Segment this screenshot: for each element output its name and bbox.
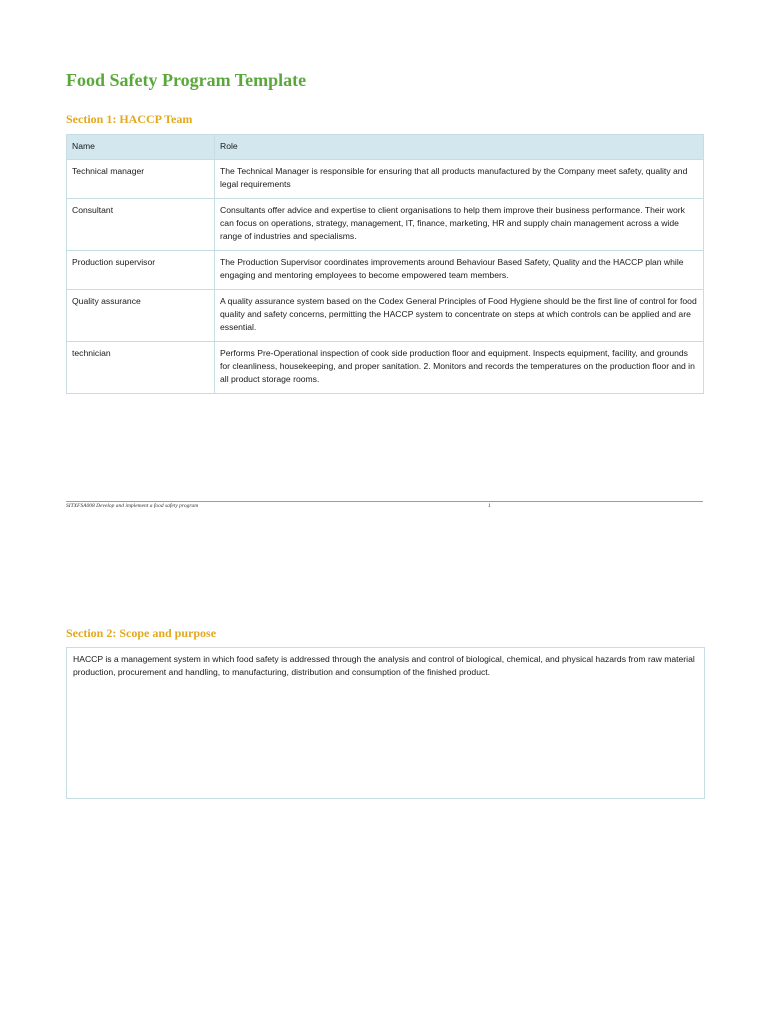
table-row: [67, 160, 704, 199]
table-row: [67, 290, 704, 342]
cell-name: Consultant: [67, 199, 215, 251]
section-2-heading: Section 2: Scope and purpose: [66, 626, 217, 640]
table-row: [67, 342, 704, 394]
scope-purpose-box: [66, 647, 705, 799]
footer-divider: [66, 501, 703, 502]
haccp-team-table: [66, 134, 704, 394]
column-header-name: Name: [67, 135, 215, 160]
cell-role: Consultants offer advice and expertise to client organisations to help them improve their business performance. Their work can focus on operations, strategy, management, IT, finance, marketing, HR and supply chain management across a wide range of industries and specialisms.: [215, 199, 704, 251]
cell-name: Production supervisor: [67, 251, 215, 290]
cell-role: The Technical Manager is responsible for ensuring that all products manufactured by the Company meet safety, quality and legal requirements: [215, 160, 704, 199]
document-title: Food Safety Program Template: [66, 70, 307, 90]
table-row: [67, 199, 704, 251]
cell-role: A quality assurance system based on the Codex General Principles of Food Hygiene should be the first line of control for food quality and safety concerns, permitting the HACCP system to concentrate on steps at which controls can be applied and are essential.: [215, 290, 704, 342]
column-header-role: Role: [215, 135, 704, 160]
cell-name: Quality assurance: [67, 290, 215, 342]
section-1-heading: Section 1: HACCP Team: [66, 112, 193, 126]
cell-role: Performs Pre-Operational inspection of cook side production floor and equipment. Inspects equipment, facility, and grounds for cleanliness, housekeeping, and proper sanitation. 2. Monitors and records the temperatures on the production floor and in all product storage rooms.: [215, 342, 704, 394]
cell-name: Technical manager: [67, 160, 215, 199]
scope-purpose-text: HACCP is a management system in which food safety is addressed through the analysis and control of biological, chemical, and physical hazards from raw material production, procurement and handling, to manufacturing, distribution and consumption of the finished product.: [73, 654, 695, 677]
footer-course-code: SITXFSA008 Develop and implement a food safety program: [66, 503, 199, 509]
footer-page-number: 1: [488, 503, 491, 509]
table-header-row: [67, 135, 704, 160]
cell-role: The Production Supervisor coordinates improvements around Behaviour Based Safety, Quality and the HACCP plan while engaging and mentoring employees to become empowered team members.: [215, 251, 704, 290]
table-row: [67, 251, 704, 290]
cell-name: technician: [67, 342, 215, 394]
